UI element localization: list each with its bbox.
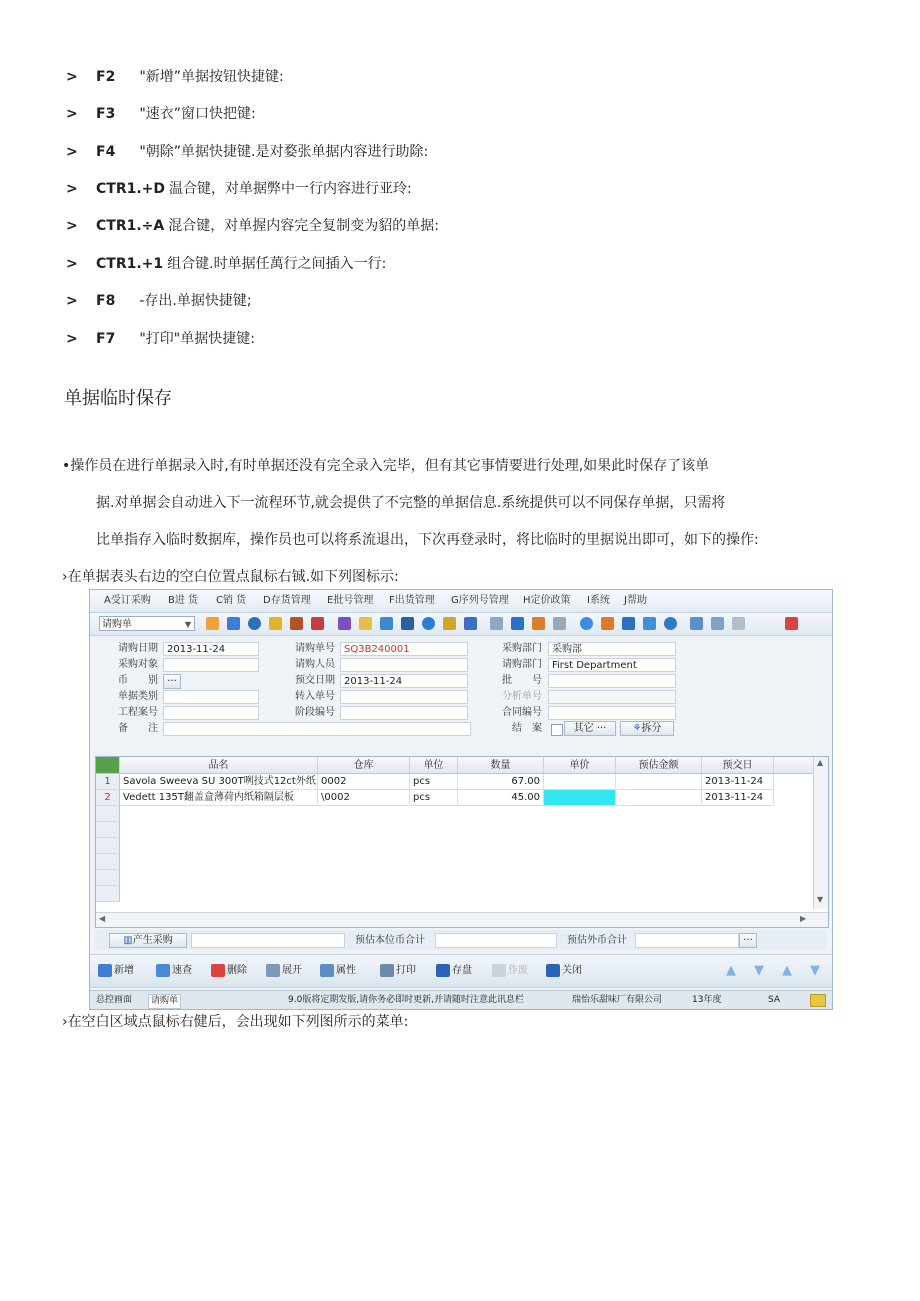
target-field[interactable] [163,658,259,672]
table-cell[interactable] [544,774,616,790]
print-button[interactable] [380,962,416,980]
shortcut-item [66,291,252,311]
project-field[interactable] [163,706,259,720]
briefcase-icon[interactable] [290,617,303,630]
app-window [89,589,833,1010]
table-cell[interactable] [616,790,702,806]
doc-header-form [90,636,832,754]
link-icon[interactable] [732,617,745,630]
excel-icon[interactable] [96,757,120,774]
batch-field[interactable] [548,674,676,688]
shortcut-desc: "朝除”单据快捷键.是对婺张单据内容进行助除: [139,144,429,160]
window-icon[interactable] [690,617,703,630]
coin-icon[interactable] [443,617,456,630]
close-label: 关闭 [562,965,582,976]
shortcut-desc: "新增”单据按钮快捷键: [139,69,284,85]
user-icon[interactable] [269,617,282,630]
table-cell[interactable] [616,774,702,790]
void-icon [492,964,506,977]
menu-item[interactable]: B进 货 [168,595,199,606]
menu-item[interactable]: D存货管理 [263,595,311,606]
wand-icon[interactable] [206,617,219,630]
vertical-scrollbar[interactable] [813,757,828,909]
shortcut-key: CTR1.÷A [96,218,165,234]
foreign-total-field [635,933,739,948]
shortcut-key: F3 [96,106,116,122]
delete-button[interactable] [211,962,247,980]
shortcut-desc: 混合键，对单握内容完全复制变为貂的单据: [168,218,439,234]
horizontal-scrollbar[interactable] [96,912,828,927]
split-icon: ⚘ [632,723,642,734]
action-bar [90,954,832,988]
first-record-icon[interactable]: ▲ [726,963,736,978]
status-home-tab[interactable]: 总控画面 [96,995,133,1005]
column-header[interactable]: 预估金额 [616,757,702,774]
new-label: 新增 [114,965,134,976]
other-button[interactable]: 其它 ··· [564,721,616,736]
close-window-icon[interactable] [711,617,724,630]
currency-label: 币 别 [118,675,158,686]
menu-item[interactable]: J帮助 [624,595,647,606]
properties-button[interactable] [320,962,356,980]
generate-purchase-button[interactable] [109,933,187,948]
table-cell[interactable]: 67.00 [458,774,544,790]
scroll-down-icon[interactable]: ▼ [817,895,824,904]
analysis-label: 分析单号 [502,691,542,702]
requester-field[interactable] [340,658,468,672]
menu-item[interactable]: A受订采购 [104,595,151,606]
date-field[interactable]: 2013-11-24 [163,642,259,656]
currency-lookup-button[interactable]: ··· [163,674,181,689]
column-header[interactable]: 单位 [410,757,458,774]
list-icon[interactable] [511,617,524,630]
due-field[interactable]: 2013-11-24 [340,674,468,688]
column-header[interactable]: 数量 [458,757,544,774]
save-icon [436,964,450,977]
column-header[interactable]: 品名 [120,757,318,774]
project-label: 工程案号 [118,707,158,718]
status-notice: 9.0版将定期发版,请你务必即时更新,并请随时注意此讯息栏 [288,995,525,1005]
stage-label: 阶段编号 [295,707,335,718]
bullet-arrow: > [66,331,78,347]
date-label: 请购日期 [118,643,158,654]
pencil-icon[interactable] [490,617,503,630]
shortcut-item [66,329,255,349]
doc-type-value: 请购单 [102,619,132,630]
expand-icon [266,964,280,977]
table-cell[interactable]: Vedett 135T翻盖盒薄荷内纸箱隔层板 [120,790,318,806]
bullet-arrow: > [66,218,78,234]
bullet-arrow: > [66,256,78,272]
requester-label: 请购人员 [295,659,335,670]
stage-field[interactable] [340,706,468,720]
paragraph-line: •操作员在进行单据录入时,有时单据还没有完全录入完毕，但有其它事情要进行处理,如果此时保存了该单 [62,458,710,474]
shortcut-item [66,142,428,162]
last-record-icon[interactable]: ▼ [810,963,820,978]
table-cell[interactable]: 0002 [318,774,410,790]
monitor-icon[interactable] [643,617,656,630]
arrow-right-icon[interactable] [401,617,414,630]
folder-icon[interactable] [359,617,372,630]
properties-icon [320,964,334,977]
remark-label: 备 注 [118,723,158,734]
status-bar [90,990,832,1010]
paragraph-line: 据.对单据会自动进入下一流程环节,就会提供了不完整的单据信息.系统提供可以不同保存单据，只需将 [96,495,726,511]
menu-item[interactable]: I系统 [587,595,610,606]
menu-bar [90,590,832,613]
generate-purchase-label: 产生采购 [132,935,173,946]
docno-label: 请购单号 [295,643,335,654]
local-total-label: 预估本位币合计 [355,935,425,946]
doctype-field[interactable] [163,690,259,704]
table-cell-selected[interactable] [544,790,616,806]
column-header[interactable]: 预交日 [702,757,774,774]
shortcut-item [66,216,439,236]
table-cell[interactable]: Savola Sweeva SU 300T咧技式12ct外纸 [120,774,318,790]
summary-field [191,933,345,948]
close-icon [546,964,560,977]
contract-field[interactable] [548,706,676,720]
shortcut-key: F8 [96,293,116,309]
refresh-icon[interactable] [664,617,677,630]
search-button[interactable] [156,962,192,980]
status-year: 13年度 [692,995,722,1005]
table-cell[interactable]: 2013-11-24 [702,774,774,790]
shortcut-key: F2 [96,69,116,85]
bullet-arrow: > [66,69,78,85]
row-number[interactable] [96,854,120,870]
shortcut-desc: "打印"单据快捷键: [139,331,255,347]
column-header[interactable]: 单价 [544,757,616,774]
new-button[interactable] [98,962,134,980]
transfer-field[interactable] [340,690,468,704]
foreign-total-label: 预估外币合计 [567,935,627,946]
table-cell[interactable]: 2013-11-24 [702,790,774,806]
shortcut-desc: 温合键，对单据弊中一行内容进行亚玲: [169,181,412,197]
column-header-spacer [774,757,814,774]
row-number[interactable] [96,886,120,902]
mail-icon[interactable] [810,994,826,1007]
globe-icon[interactable] [248,617,261,630]
docno-field[interactable]: SQ3B240001 [340,642,468,656]
status-company: 瑞怡乐甜味厂有限公司 [572,995,663,1005]
chevron-down-icon: ▼ [184,620,191,629]
table-cell[interactable]: pcs [410,790,458,806]
exit-icon[interactable] [785,617,798,630]
delete-label: 删除 [227,965,247,976]
save-label: 存盘 [452,965,472,976]
stack-icon[interactable] [532,617,545,630]
batch-label: 批 号 [502,675,542,686]
toolbar [90,613,832,636]
bullet-arrow: > [66,181,78,197]
analysis-field [548,690,676,704]
print-label: 打印 [396,965,416,976]
menu-item[interactable]: G序列号管理 [451,595,509,606]
bullet-arrow: > [66,144,78,160]
shortcut-item [66,179,412,199]
tag-icon[interactable] [601,617,614,630]
shortcut-key: CTR1.+1 [96,256,164,272]
next-record-icon[interactable]: ▼ [754,963,764,978]
check-circle-icon[interactable] [580,617,593,630]
search-label: 速查 [172,965,192,976]
bullet-arrow: > [66,106,78,122]
shortcut-desc: -存出.单据快捷键; [139,293,252,309]
menu-item[interactable]: F出货管理 [389,595,435,606]
expand-label: 展开 [282,965,302,976]
alert-icon[interactable] [311,617,324,630]
puzzle-icon[interactable] [338,617,351,630]
prev-record-icon[interactable]: ▲ [782,963,792,978]
row-number[interactable]: 1 [96,774,120,790]
new-icon [98,964,112,977]
chart-icon: ▥ [123,935,133,946]
paragraph-line: 比单指存入临时数据库，操作员也可以将系流退出，下次再登录时，将比临时的里据说出即可，如下的操作: [96,532,759,548]
menu-item[interactable]: C销 货 [216,595,247,606]
table-icon[interactable] [227,617,240,630]
local-total-field [435,933,557,948]
search-icon [156,964,170,977]
network-icon[interactable] [622,617,635,630]
shortcut-key: F4 [96,144,116,160]
foreign-total-button[interactable]: ··· [739,933,757,948]
row-number[interactable] [96,870,120,886]
cart-icon[interactable] [464,617,477,630]
shortcut-item [66,254,386,274]
status-user: SA [768,995,781,1005]
bullet-arrow: > [66,293,78,309]
scroll-right-icon[interactable]: ▶ [800,914,807,923]
scroll-left-icon[interactable]: ◀ [99,914,106,923]
table-cell[interactable]: \0002 [318,790,410,806]
row-number[interactable]: 2 [96,790,120,806]
close-checkbox[interactable] [551,724,563,736]
shortcut-desc: 组合键.时单据任萬行之间插入一行: [167,256,387,272]
book-icon[interactable] [380,617,393,630]
copy-icon[interactable] [553,617,566,630]
doctype-label: 单据类别 [118,691,158,702]
print-icon [380,964,394,977]
help-icon[interactable] [422,617,435,630]
expand-button[interactable] [266,962,302,980]
caption-before: ›在单据表头右边的空白位置点鼠标右铖.如下列图标示: [62,569,399,585]
row-number[interactable] [96,822,120,838]
status-doc-tab[interactable]: 请购单 [148,994,181,1009]
table-cell[interactable]: pcs [410,774,458,790]
void-button[interactable] [492,962,528,980]
reqdept-field[interactable]: First Department [548,658,676,672]
summary-bar [95,930,827,950]
shortcut-item [66,67,284,87]
row-number[interactable] [96,806,120,822]
scroll-up-icon[interactable]: ▲ [817,758,824,767]
shortcut-desc: "速衣”窗口快把键: [139,106,256,122]
save-button[interactable] [436,962,472,980]
shortcut-key: F7 [96,331,116,347]
split-label: 拆分 [641,723,662,734]
contract-label: 合同编号 [502,707,542,718]
menu-item[interactable]: E批号管理 [327,595,374,606]
delete-icon [211,964,225,977]
shortcut-item [66,104,256,124]
dept-field[interactable]: 采购部 [548,642,676,656]
section-title: 单据临时保存 [64,388,172,409]
table-cell[interactable]: 45.00 [458,790,544,806]
detail-grid [95,756,829,928]
close-label: 结 案 [512,723,542,734]
dept-label: 采购部门 [502,643,542,654]
remark-field[interactable] [163,722,471,736]
doc-type-select[interactable] [99,616,195,631]
row-number[interactable] [96,838,120,854]
menu-item[interactable]: H定价政策 [523,595,571,606]
shortcut-key: CTR1.+D [96,181,166,197]
reqdept-label: 请购部门 [502,659,542,670]
due-label: 预交日期 [295,675,335,686]
target-label: 采购对象 [118,659,158,670]
transfer-label: 转入单号 [295,691,335,702]
column-header[interactable]: 仓库 [318,757,410,774]
caption-after: ›在空白区域点鼠标右健后，会出现如下列图所示的菜单: [62,1014,409,1030]
split-button[interactable] [620,721,674,736]
properties-label: 属性 [336,965,356,976]
void-label: 作废 [508,965,528,976]
close-button[interactable] [546,962,582,980]
